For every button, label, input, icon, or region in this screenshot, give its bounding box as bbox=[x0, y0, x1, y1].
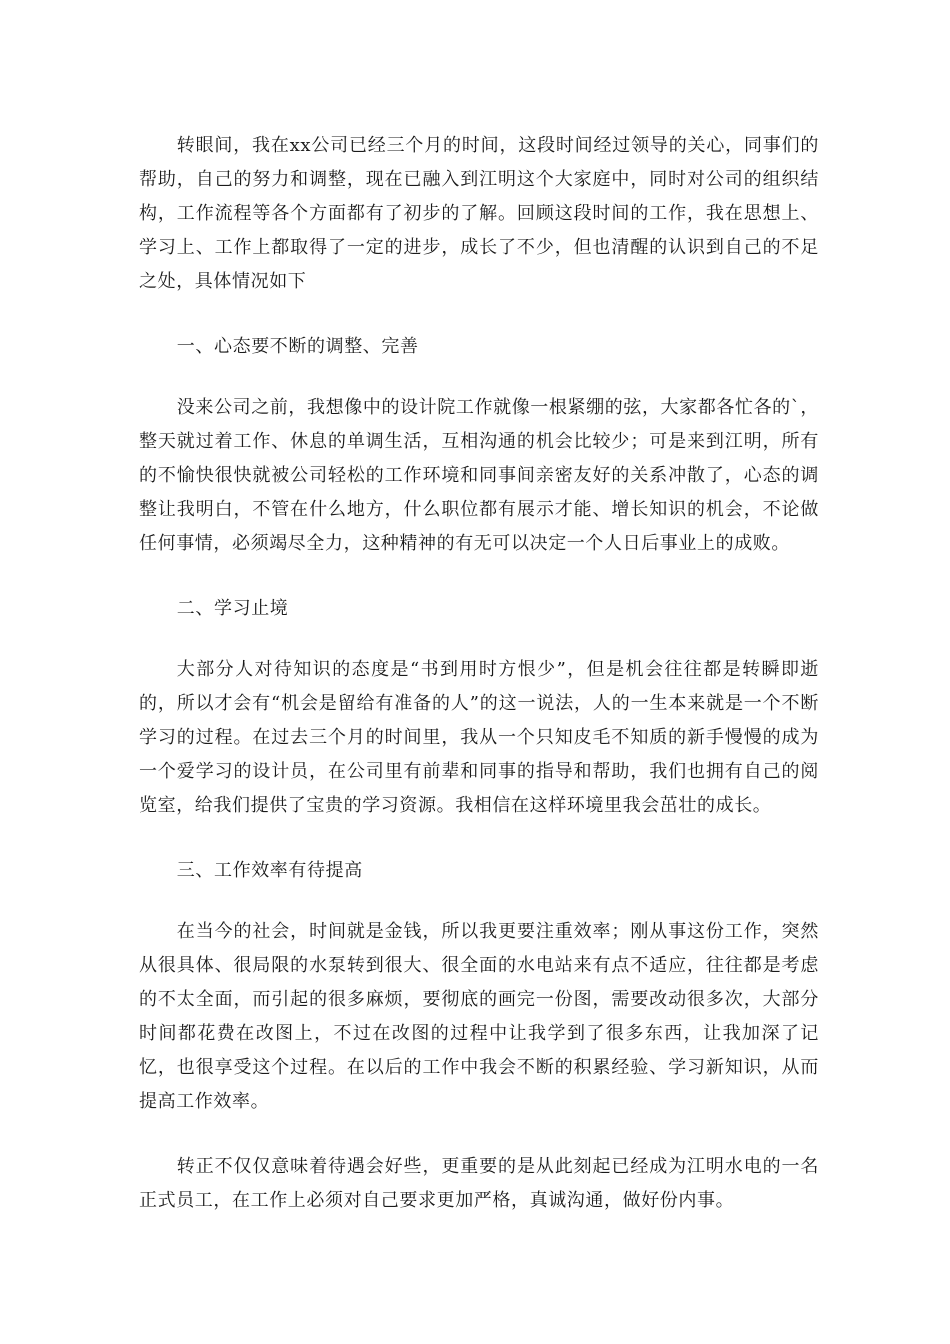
closing-paragraph: 转正不仅仅意味着待遇会好些，更重要的是从此刻起已经成为江明水电的一名正式员工，在工作上必须对自己要求更加严格，真诚沟通，做好份内事。 bbox=[139, 1156, 819, 1211]
section-heading-learning: 二、学习止境 bbox=[176, 598, 289, 619]
section-heading-mindset: 一、心态要不断的调整、完善 bbox=[176, 336, 419, 357]
intro-paragraph: 转眼间，我在xx公司已经三个月的时间，这段时间经过领导的关心，同事们的帮助，自己的努力和调整，现在已融入到江明这个大家庭中，同时对公司的组织结构，工作流程等各个方面都有了初步的了解。回顾这段时间的工作，我在思想上、学习上、工作上都取得了一定的进步，成长了不少，但也清醒的认识到自己的不足之处，具体情况如下 bbox=[139, 135, 819, 292]
learning-paragraph: 大部分人对待知识的态度是“书到用时方恨少”，但是机会往往都是转瞬即逝的，所以才会有“机会是留给有准备的人”的这一说法，人的一生本来就是一个不断学习的过程。在过去三个月的时间里，我从一个只知皮毛不知质的新手慢慢的成为一个爱学习的设计员，在公司里有前辈和同事的指导和帮助，我们也拥有自己的阅览室，给我们提供了宝贵的学习资源。我相信在这样环境里我会茁壮的成长。 bbox=[139, 659, 819, 816]
efficiency-paragraph: 在当今的社会，时间就是金钱，所以我更要注重效率；刚从事这份工作，突然从很具体、很局限的水泵转到很大、很全面的水电站来有点不适应，往往都是考虑的不太全面，而引起的很多麻烦，要彻底的画完一份图，需要改动很多次，大部分时间都花费在改图上，不过在改图的过程中让我学到了很多东西，让我加深了记忆，也很享受这个过程。在以后的工作中我会不断的积累经验、学习新知识，从而提高工作效率。 bbox=[139, 921, 819, 1112]
section-heading-efficiency: 三、工作效率有待提高 bbox=[176, 860, 363, 881]
document-body bbox=[139, 129, 819, 1218]
mindset-paragraph: 没来公司之前，我想像中的设计院工作就像一根紧绷的弦，大家都各忙各的`，整天就过着工作、休息的单调生活，互相沟通的机会比较少；可是来到江明，所有的不愉快很快就被公司轻松的工作环境和同事间亲密友好的关系冲散了，心态的调整让我明白，不管在什么地方，什么职位都有展示才能、增长知识的机会，不论做任何事情，必须竭尽全力，这种精神的有无可以决定一个人日后事业上的成败。 bbox=[139, 397, 819, 554]
